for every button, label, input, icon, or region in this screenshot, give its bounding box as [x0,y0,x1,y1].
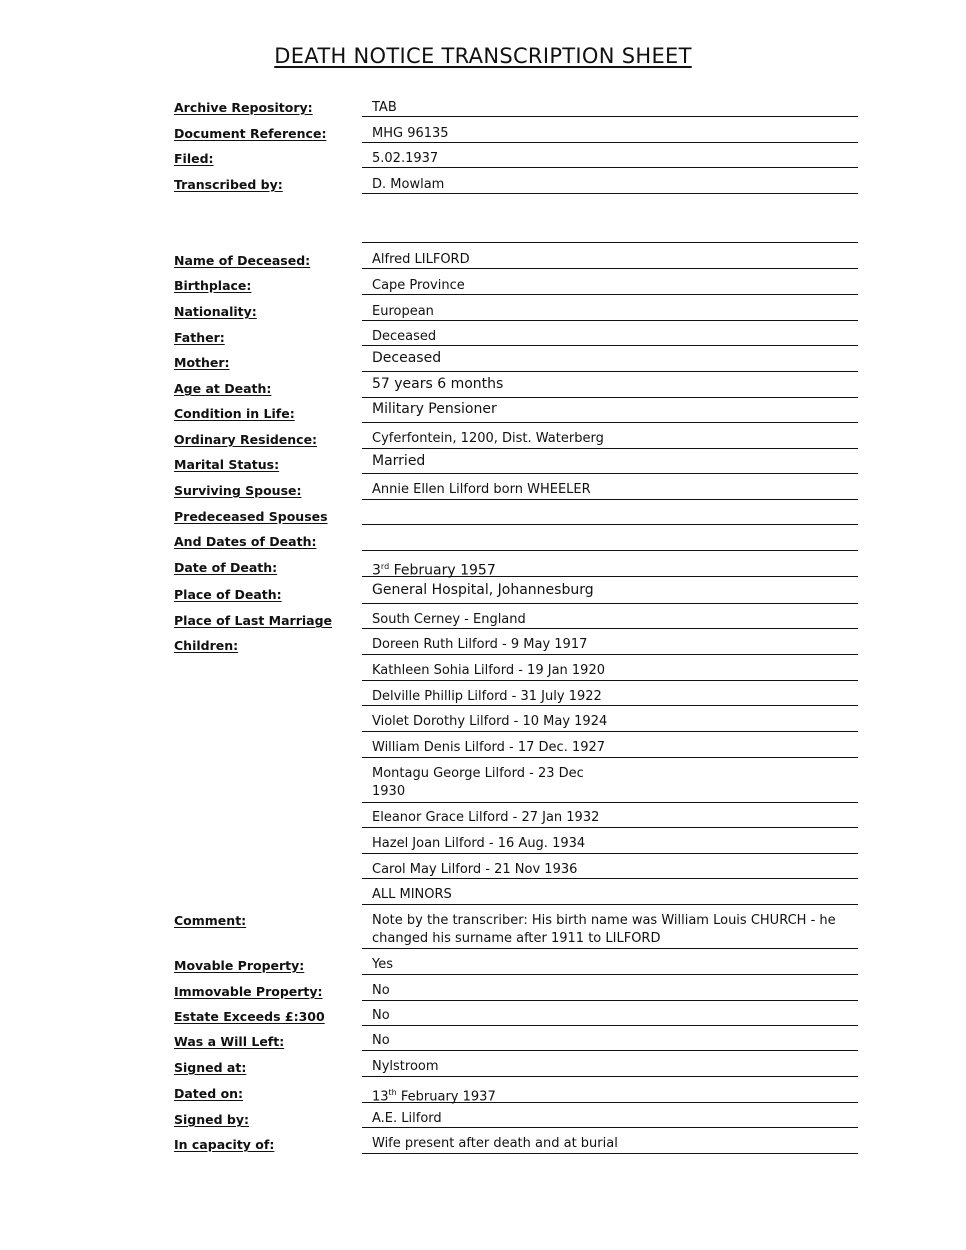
divider-line [362,268,858,269]
divider-line [362,628,858,629]
ordinary-residence-label: Ordinary Residence: [174,432,318,447]
movable-property-value: Yes [372,957,393,972]
dated-on-day: 13 [372,1089,389,1105]
dated-on-suffix: th [388,1088,397,1097]
condition-in-life-value: Military Pensioner [372,401,497,417]
transcribed-by-label: Transcribed by: [174,177,283,192]
dates-of-death-label: And Dates of Death: [174,534,317,549]
signed-at-label: Signed at: [174,1060,247,1075]
divider-line [362,499,858,500]
divider-line [362,576,858,577]
divider-line [362,320,858,321]
date-of-death-rest: February 1957 [389,562,496,579]
divider-line [362,853,858,854]
marital-status-label: Marital Status: [174,457,280,472]
divider-line [362,1102,858,1103]
divider-line [362,142,858,143]
divider-line [362,731,858,732]
comment-value: Note by the transcriber: His birth name was William Louis CHURCH - he changed his surname after 1911 to LILFORD [372,913,836,946]
divider-line [362,680,858,681]
place-of-death-label: Place of Death: [174,587,282,602]
in-capacity-of-label: In capacity of: [174,1137,275,1152]
divider-line [362,1025,858,1026]
divider-line [362,974,858,975]
immovable-property-value: No [372,983,390,998]
divider-line [362,827,858,828]
divider-line [362,397,858,398]
immovable-property-label: Immovable Property: [174,984,323,999]
divider-line [362,345,858,346]
estate-exceeds-label: Estate Exceeds £:300 [174,1009,325,1024]
document-reference-value: MHG 96135 [372,126,449,141]
birthplace-value: Cape Province [372,278,465,293]
page-title: DEATH NOTICE TRANSCRIPTION SHEET [274,44,692,68]
divider-line [362,193,858,194]
document-reference-label: Document Reference: [174,126,327,141]
filed-label: Filed: [174,151,214,166]
divider-line [362,422,858,423]
child-entry: Doreen Ruth Lilford - 9 May 1917 [372,637,588,652]
will-left-value: No [372,1033,390,1048]
child-entry: Eleanor Grace Lilford - 27 Jan 1932 [372,810,600,825]
mother-label: Mother: [174,355,230,370]
divider-line [362,1127,858,1128]
divider-line [362,757,858,758]
child-entry: Violet Dorothy Lilford - 10 May 1924 [372,714,608,729]
divider-line [362,878,858,879]
filed-value: 5.02.1937 [372,151,439,166]
child-entry: William Denis Lilford - 17 Dec. 1927 [372,740,606,755]
date-of-death-day: 3 [372,562,381,579]
signed-at-value: Nylstroom [372,1059,439,1074]
child-entry: Kathleen Sohia Lilford - 19 Jan 1920 [372,663,605,678]
movable-property-label: Movable Property: [174,958,305,973]
place-of-last-marriage-value: South Cerney - England [372,612,526,627]
name-of-deceased-label: Name of Deceased: [174,253,311,268]
divider-line [362,550,858,551]
child-entry: Montagu George Lilford - 23 Dec 1930 [372,766,584,799]
archive-repository-label: Archive Repository: [174,100,313,115]
date-of-death-suffix: rd [380,562,390,571]
divider-line [362,1050,858,1051]
divider-line [362,242,858,243]
divider-line [362,1000,858,1001]
will-left-label: Was a Will Left: [174,1034,285,1049]
dated-on-rest: February 1937 [396,1089,496,1105]
dated-on-label: Dated on: [174,1086,244,1101]
divider-line [362,1153,858,1154]
child-entry: Delville Phillip Lilford - 31 July 1922 [372,689,602,704]
divider-line [362,904,858,905]
comment-label: Comment: [174,913,247,928]
ordinary-residence-value: Cyferfontein, 1200, Dist. Waterberg [372,431,604,446]
divider-line [362,294,858,295]
age-at-death-label: Age at Death: [174,381,272,396]
child-entry: Hazel Joan Lilford - 16 Aug. 1934 [372,836,586,851]
marital-status-value: Married [372,453,426,469]
signed-by-label: Signed by: [174,1112,250,1127]
transcribed-by-value: D. Mowlam [372,177,445,192]
divider-line [362,705,858,706]
father-label: Father: [174,330,225,345]
divider-line [362,654,858,655]
all-minors-note: ALL MINORS [372,887,452,902]
mother-value: Deceased [372,350,442,366]
divider-line [362,448,858,449]
condition-in-life-label: Condition in Life: [174,406,295,421]
divider-line [362,167,858,168]
children-label: Children: [174,638,239,653]
nationality-label: Nationality: [174,304,257,319]
divider-line [362,603,858,604]
signed-by-value: A.E. Lilford [372,1111,442,1126]
birthplace-label: Birthplace: [174,278,252,293]
estate-exceeds-value: No [372,1008,390,1023]
father-value: Deceased [372,329,437,344]
predeceased-spouses-label: Predeceased Spouses [174,509,328,524]
divider-line [362,473,858,474]
place-of-death-value: General Hospital, Johannesburg [372,582,594,598]
name-of-deceased-value: Alfred LILFORD [372,252,470,267]
divider-line [362,948,858,949]
archive-repository-value: TAB [372,100,397,115]
date-of-death-label: Date of Death: [174,560,278,575]
divider-line [362,802,858,803]
divider-line [362,371,858,372]
in-capacity-of-value: Wife present after death and at burial [372,1136,618,1151]
place-of-last-marriage-label: Place of Last Marriage [174,613,333,628]
divider-line [362,1076,858,1077]
age-at-death-value: 57 years 6 months [372,376,504,392]
surviving-spouse-label: Surviving Spouse: [174,483,302,498]
child-entry: Carol May Lilford - 21 Nov 1936 [372,862,578,877]
surviving-spouse-value: Annie Ellen Lilford born WHEELER [372,482,591,497]
divider-line [362,116,858,117]
divider-line [362,524,858,525]
nationality-value: European [372,304,434,319]
